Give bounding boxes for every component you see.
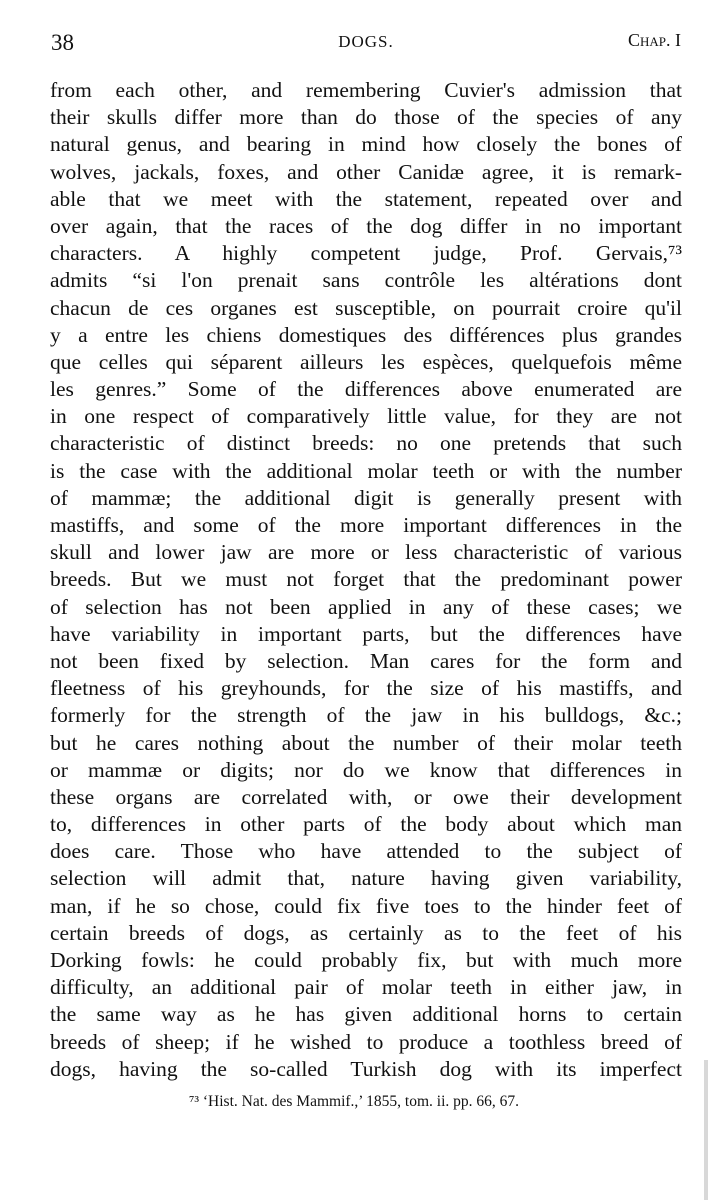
text-line: in one respect of comparatively little value, for they are not xyxy=(50,404,682,429)
text-line: but he cares nothing about the number of their molar teeth xyxy=(50,730,682,755)
text-line: selection will admit that, nature having given variability, xyxy=(50,866,682,891)
text-line: characters. A highly competent judge, Prof. Gervais,⁷³ xyxy=(50,241,682,266)
text-line: over again, that the races of the dog differ in no important xyxy=(50,213,682,238)
text-line: have variability in important parts, but the differences have xyxy=(50,621,682,646)
page-edge-shadow xyxy=(704,1060,708,1200)
text-line: their skulls differ more than do those of the species of any xyxy=(50,105,682,130)
text-line: les genres.” Some of the differences above enumerated are xyxy=(50,377,682,402)
text-line: man, if he so chose, could fix five toes to the hinder feet of xyxy=(50,893,682,918)
text-line: difficulty, an additional pair of molar teeth in either jaw, in xyxy=(50,975,682,1000)
text-line: certain breeds of dogs, as certainly as to the feet of his xyxy=(50,920,682,945)
chapter-label: Chap. I xyxy=(627,30,681,50)
text-line: or mammæ or digits; nor do we know that differences in xyxy=(50,757,682,782)
text-line: of mammæ; the additional digit is generally present with xyxy=(50,485,682,510)
text-line: breeds. But we must not forget that the predominant power xyxy=(50,567,682,592)
text-line: chacun de ces organes est susceptible, on pourrait croire qu'il xyxy=(50,295,682,320)
text-line: of selection has not been applied in any of these cases; we xyxy=(50,594,682,619)
text-line: these organs are correlated with, or owe their development xyxy=(50,784,682,809)
text-line: y a entre les chiens domestiques des différences plus grandes xyxy=(50,322,682,347)
text-line: is the case with the additional molar teeth or with the number xyxy=(50,458,682,483)
running-title: DOGS. xyxy=(338,32,394,51)
text-line: que celles qui séparent ailleurs les espèces, quelquefois même xyxy=(50,349,682,374)
text-line: to, differences in other parts of the body about which man xyxy=(50,812,682,837)
body-text xyxy=(50,77,682,1083)
footnote: ⁷³ ‘Hist. Nat. des Mammif.,’ 1855, tom. ii. pp. 66, 67. xyxy=(188,1093,520,1110)
text-line: admits “si l'on prenait sans contrôle les altérations dont xyxy=(50,268,682,293)
text-line: wolves, jackals, foxes, and other Canidæ agree, it is remark- xyxy=(50,159,682,184)
text-line: natural genus, and bearing in mind how closely the bones of xyxy=(50,132,682,157)
text-line: characteristic of distinct breeds: no one pretends that such xyxy=(50,431,682,456)
text-line: skull and lower jaw are more or less characteristic of various xyxy=(50,540,682,565)
text-line: from each other, and remembering Cuvier's admission that xyxy=(50,78,682,102)
running-head xyxy=(51,30,681,60)
text-line: not been fixed by selection. Man cares for the form and xyxy=(50,648,682,673)
text-line: mastiffs, and some of the more important differences in the xyxy=(50,513,682,537)
text-line: Dorking fowls: he could probably fix, but with much more xyxy=(50,948,682,972)
text-line: does care. Those who have attended to the subject of xyxy=(50,839,682,864)
text-line: formerly for the strength of the jaw in his bulldogs, &c.; xyxy=(50,703,682,728)
page-number: 38 xyxy=(51,30,74,55)
text-line: breeds of sheep; if he wished to produce a toothless breed of xyxy=(50,1029,682,1054)
text-line: fleetness of his greyhounds, for the size of his mastiffs, and xyxy=(50,676,682,701)
text-line: the same way as he has given additional horns to certain xyxy=(50,1002,682,1027)
text-line: dogs, having the so-called Turkish dog with its imperfect xyxy=(50,1056,682,1081)
text-line: able that we meet with the statement, repeated over and xyxy=(50,186,682,211)
